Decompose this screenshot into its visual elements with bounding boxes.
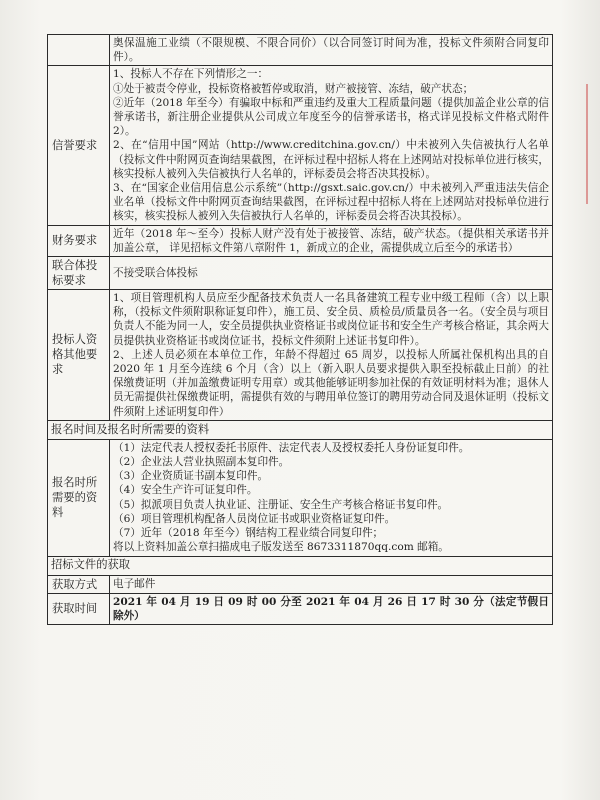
registration-item-4: （4）安全生产许可证复印件。 <box>113 484 258 497</box>
personnel-label: 投标人资格其他要求 <box>48 290 110 421</box>
registration-section-title: 报名时间及报名时所需要的资料 <box>48 420 553 439</box>
red-seal-stamp <box>586 84 600 204</box>
obtain-section-title: 招标文件的获取 <box>48 556 553 575</box>
registration-item-2: （2）企业法人营业执照副本复印件。 <box>113 456 290 469</box>
credit-line-5: 3、在“国家企业信用信息公示系统”（http://gsxt.saic.gov.cn/）中未被列入严重违法失信企业名单（投标文件中附网页查询结果截图，在评标过程中招标人将在上述网站对投标单位进行核实，核实投标人被列入失信被执行人名单的，评标委员会将否决其投标）。 <box>113 182 549 223</box>
row-registration-header <box>48 420 553 439</box>
row-time <box>48 593 553 624</box>
registration-item-1: （1）法定代表人授权委托书原件、法定代表人及授权委托人身份证复印件。 <box>113 441 470 454</box>
registration-item-5: （5）拟派项目负责人执业证、注册证、安全生产考核合格证书复印件。 <box>113 498 449 511</box>
performance-text: 奥保温施工业绩（不限规模、不限合同价）（以合同签订时间为准，投标文件须附合同复印件）。 <box>110 35 553 66</box>
row-consortium <box>48 257 553 290</box>
row-personnel <box>48 290 553 421</box>
credit-line-4: 2、在“信用中国”网站（http://www.creditchina.gov.cn/）中未被列入失信被执行人名单（投标文件中附网页查询结果截图，在评标过程中招标人将在上述网站对投标单位进行核实，核实投标人被列入失信被执行人名单的，评标委员会将否决其投标）。 <box>113 139 549 180</box>
registration-item-3: （3）企业资质证书副本复印件。 <box>113 470 269 483</box>
personnel-line-2: 2、上述人员必须在本单位工作，年龄不得超过 65 周岁，以投标人所属社保机构出具的自 2020 年 1 月至今连续 6 个月（含）以上（新入职人员要求提供入职至投标截止日前）的社保缴费证明（并加盖缴费证明专用章）或其他能够证明参加社保的有效证明材料为准；退休人员无需提供社保缴费证明，需提供有效的与聘用单位签订的聘用劳动合同及退休证明（投标文件须附上述证明复印件） <box>113 348 549 418</box>
registration-label: 报名时所需要的资料 <box>48 439 110 556</box>
requirements-table <box>47 34 553 625</box>
row-finance <box>48 225 553 256</box>
registration-item-6: （6）项目管理机构配备人员岗位证书或职业资格证复印件。 <box>113 512 396 525</box>
consortium-label: 联合体投标要求 <box>48 257 110 290</box>
credit-line-3: ②近年（2018 年至今）有骗取中标和严重违约及重大工程质量问题（提供加盖企业公章的信誉承诺书，新注册企业提供从公司成立年度至今的信誉承诺书，格式详见投标文件格式附件 2）。 <box>113 96 549 138</box>
registration-item-7: （7）近年（2018 年至今）钢结构工程业绩合同复印件； <box>113 527 384 540</box>
row-obtain-header <box>48 556 553 575</box>
personnel-line-1: 1、项目管理机构人员应至少配备技术负责人一名具备建筑工程专业中级工程师（含）以上职称，（投标文件须附职称证复印件），施工员、安全员、质检员/质量员各一名。（安全员与项目负责人不能为同一人，安全员提供执业资格证书或岗位证书和安全生产考核合格证，其余两大员提供执业资格证书或岗位证书，投标文件须附上述证书复印件）。 <box>113 292 549 347</box>
finance-label: 财务要求 <box>48 225 110 256</box>
finance-content: 近年（2018 年～至今）投标人财产没有处于被接管、冻结，破产状态。（提供相关承诺书并加盖公章， 详见招标文件第八章附件 1，新成立的企业，需提供成立后至今的承诺书） <box>110 225 553 256</box>
time-content: 2021 年 04 月 19 日 09 时 00 分至 2021 年 04 月 26 日 17 时 30 分（法定节假日除外） <box>110 593 553 624</box>
method-label: 获取方式 <box>48 575 110 593</box>
method-content: 电子邮件 <box>110 575 553 593</box>
row-performance-continued <box>48 35 553 66</box>
consortium-content: 不接受联合体投标 <box>110 257 553 290</box>
row-credit <box>48 66 553 225</box>
credit-line-1: 1、投标人不存在下列情形之一： <box>113 68 269 81</box>
registration-email-line: 将以上资料加盖公章扫描成电子版发送至 8673311870qq.com 邮箱。 <box>113 541 449 554</box>
credit-content <box>110 66 553 225</box>
row-method <box>48 575 553 593</box>
empty-label-cell <box>48 35 110 66</box>
time-label: 获取时间 <box>48 593 110 624</box>
registration-content <box>110 439 553 556</box>
personnel-content <box>110 290 553 421</box>
row-registration <box>48 439 553 556</box>
credit-line-2: ①处于被责令停业，投标资格被暂停或取消，财产被接管、冻结，破产状态； <box>113 82 474 95</box>
credit-label: 信誉要求 <box>48 66 110 225</box>
